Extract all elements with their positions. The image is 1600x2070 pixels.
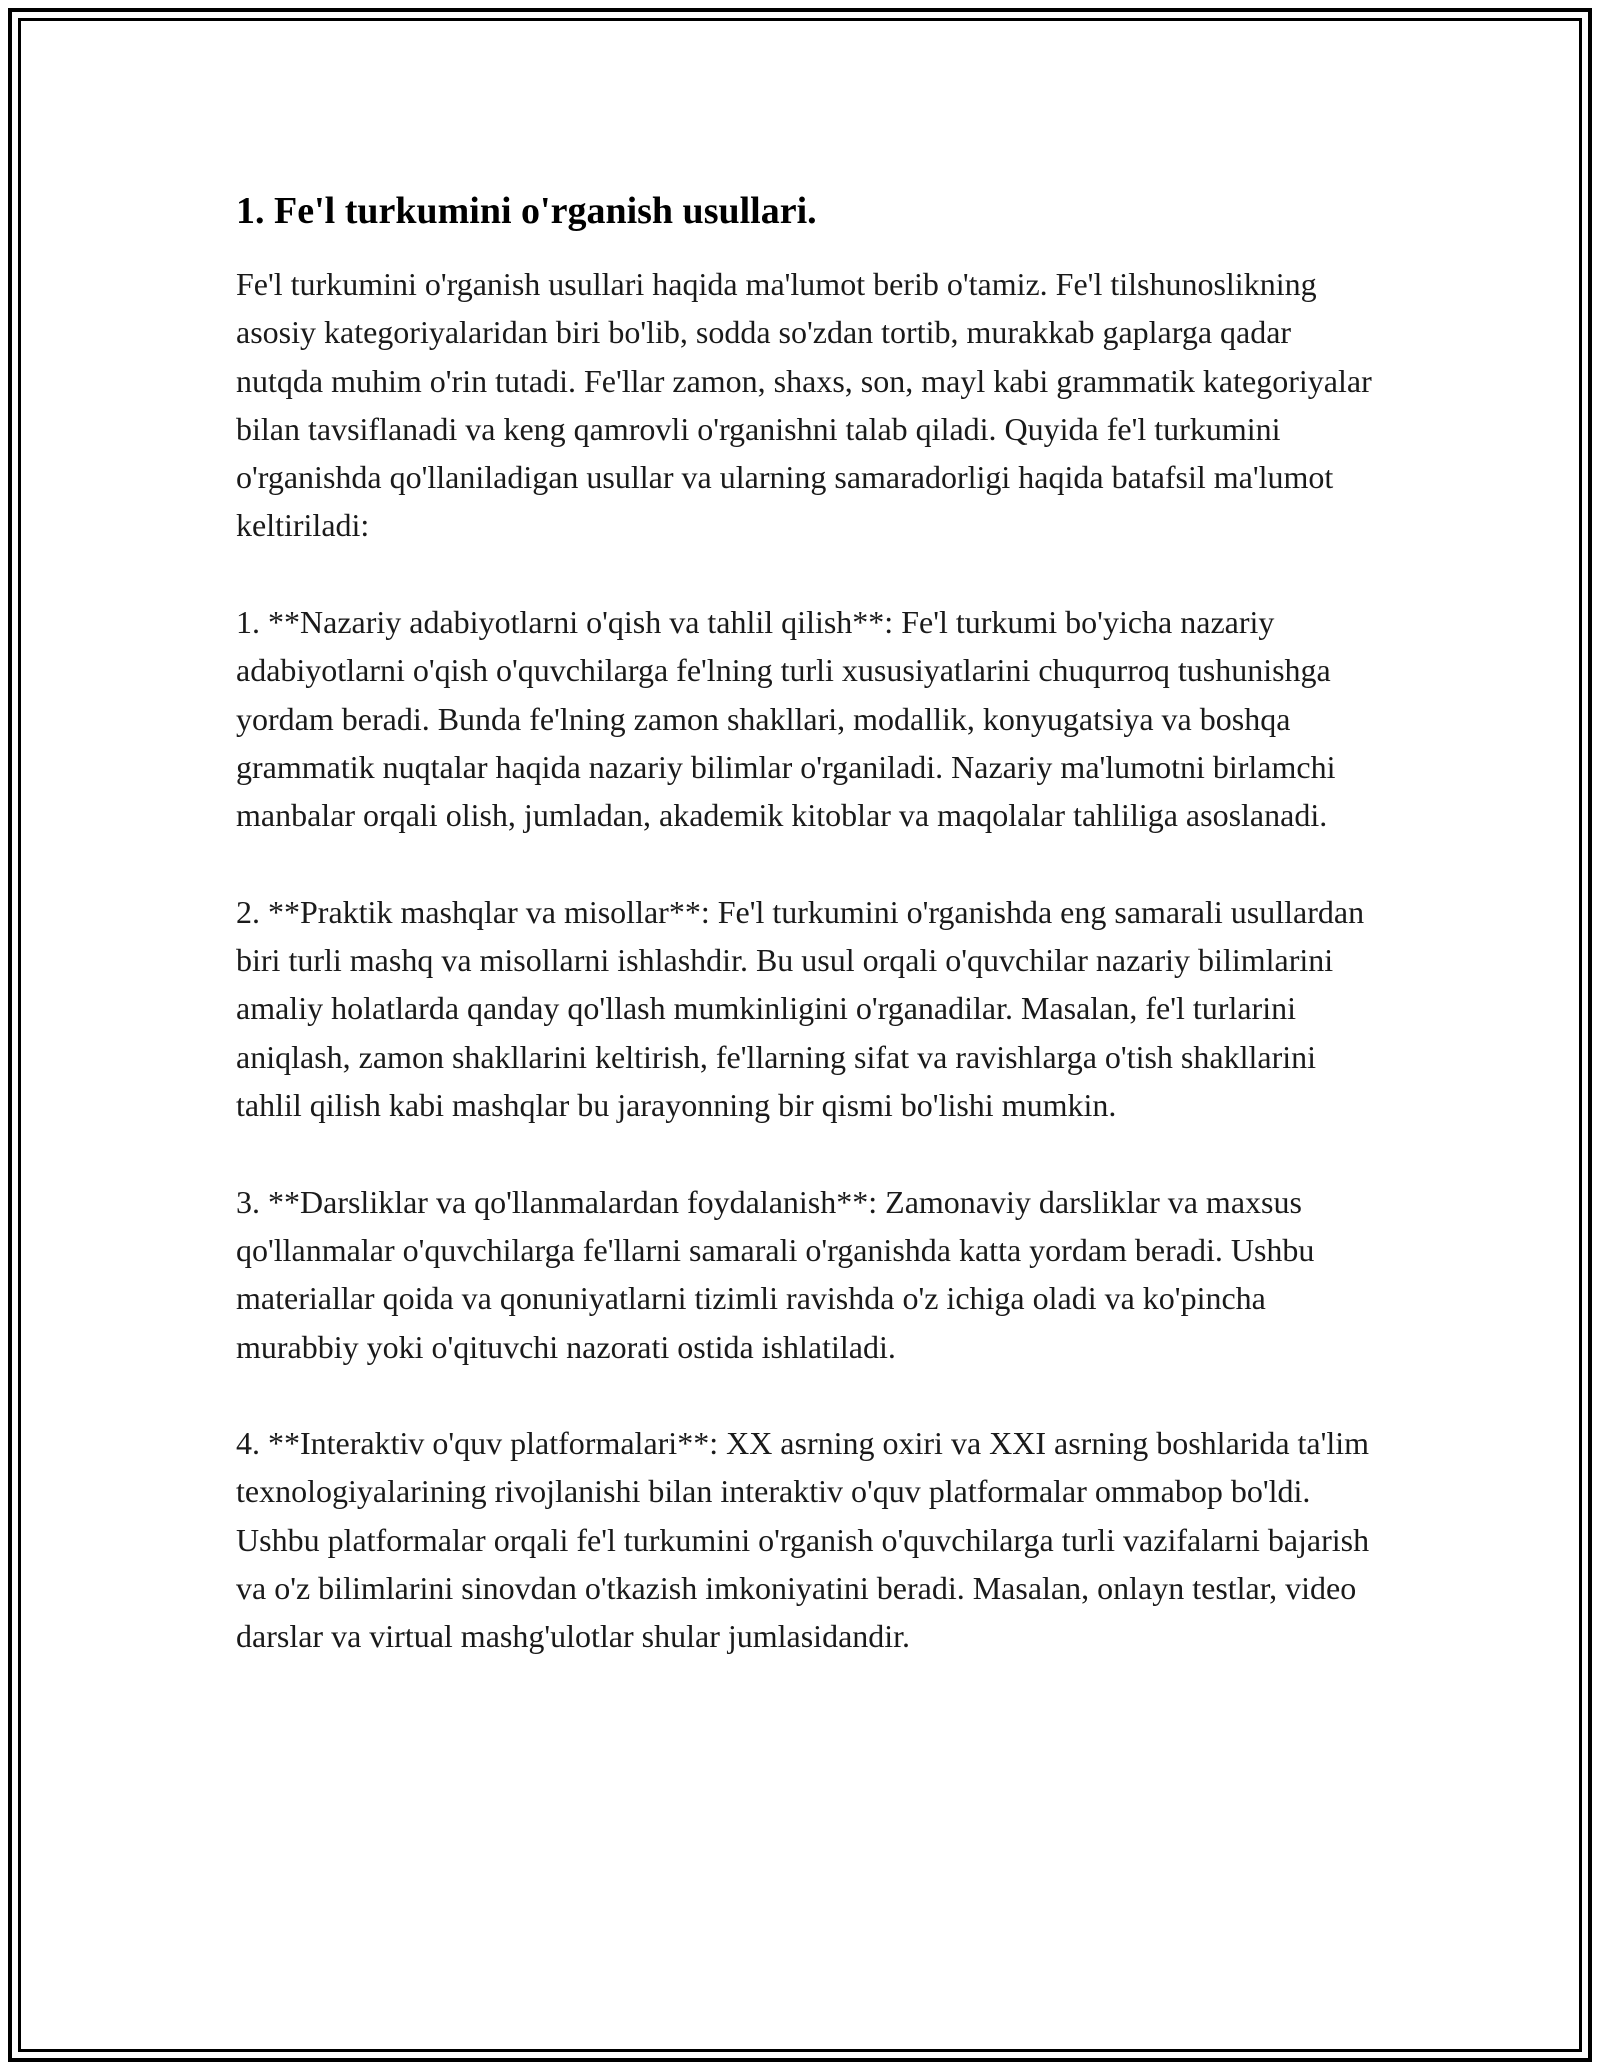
method-4-paragraph: 4. **Interaktiv o'quv platformalari**: XX asrning oxiri va XXI asrning boshlarida ta'lim texnologiyalarining rivojlanishi bilan interaktiv o'quv platformalar ommabop bo'ldi. Ushbu platformalar orqali fe'l turkumini o'rganish o'quvchilarga turli vazifalarni bajarish va o'z bilimlarini sinovdan o'tkazish imkoniyatini beradi. Masalan, onlayn testlar, video darslar va virtual mashg'ulotlar shular jumlasidandir. xyxy=(236,1425,1370,1655)
method-1-paragraph: 1. **Nazariy adabiyotlarni o'qish va tahlil qilish**: Fe'l turkumi bo'yicha nazariy adabiyotlarni o'qish o'quvchilarga fe'lning turli xususiyatlarini chuqurroq tushunishga yordam beradi. Bunda fe'lning zamon shakllari, modallik, konyugatsiya va boshqa grammatik nuqtalar haqida nazariy bilimlar o'rganiladi. Nazariy ma'lumotni birlamchi manbalar orqali olish, jumladan, akademik kitoblar va maqolalar tahliliga asoslanadi. xyxy=(236,604,1336,834)
document-title: 1. Fe'l turkumini o'rganish usullari. xyxy=(236,190,817,232)
method-3-paragraph: 3. **Darsliklar va qo'llanmalardan foydalanish**: Zamonaviy darsliklar va maxsus qo'llanmalar o'quvchilarga fe'llarni samarali o'rganishda katta yordam beradi. Ushbu materiallar qoida va qonuniyatlarni tizimli ravishda o'z ichiga oladi va ko'pincha murabbiy yoki o'qituvchi nazorati ostida ishlatiladi. xyxy=(236,1183,1315,1365)
document-page xyxy=(236,186,1376,1709)
method-2-paragraph: 2. **Praktik mashqlar va misollar**: Fe'l turkumini o'rganishda eng samarali usullardan biri turli mashq va misollarni ishlashdir. Bu usul orqali o'quvchilar nazariy bilimlarini amaliy holatlarda qanday qo'llash mumkinligini o'rganadilar. Masalan, fe'l turlarini aniqlash, zamon shakllarini keltirish, fe'llarning sifat va ravishlarga o'tish shakllarini tahlil qilish kabi mashqlar bu jarayonning bir qismi bo'lishi mumkin. xyxy=(236,893,1365,1124)
intro-paragraph: Fe'l turkumini o'rganish usullari haqida ma'lumot berib o'tamiz. Fe'l tilshunoslikning asosiy kategoriyalaridan biri bo'lib, sodda so'zdan tortib, murakkab gaplarga qadar nutqda muhim o'rin tutadi. Fe'llar zamon, shaxs, son, mayl kabi grammatik kategoriyalar bilan tavsiflanadi va keng qamrovli o'rganishni talab qiladi. Quyida fe'l turkumini o'rganishda qo'llaniladigan usullar va ularning samaradorligi haqida batafsil ma'lumot keltiriladi: xyxy=(236,266,1372,544)
